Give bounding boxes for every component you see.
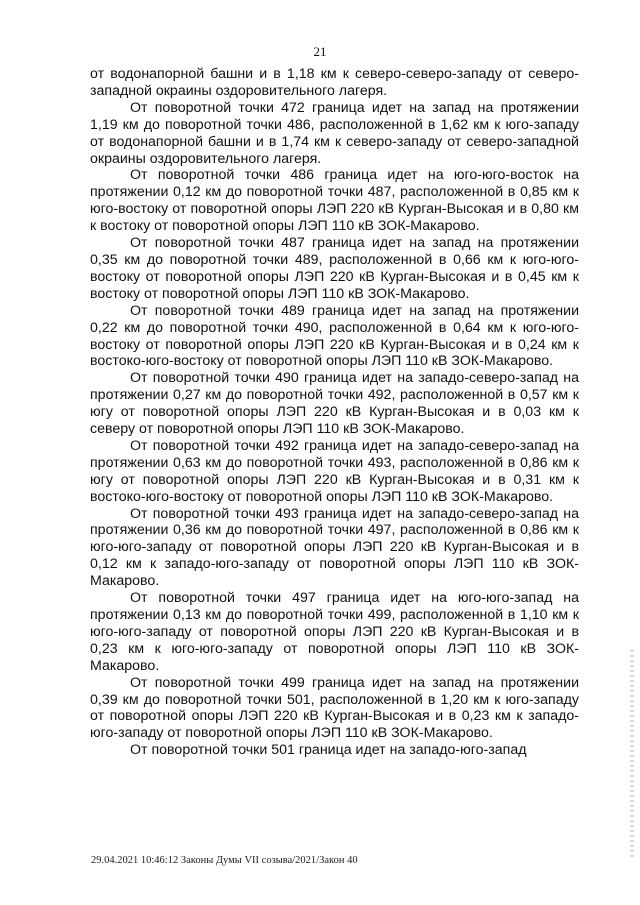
paragraph: от водонапорной башни и в 1,18 км к северо-северо-западу от северо-западной окраины оздоровительного лагеря. [90,66,579,99]
paragraph: От поворотной точки 499 граница идет на запад на протяжении 0,39 км до поворотной точки 501, расположенной в 1,20 км к юго-западу от поворотной опоры ЛЭП 220 кВ Курган-Высокая и в 0,23 км к западо-юго-западу от поворотной опоры ЛЭП 110 кВ ЗОК-Макарово. [90,674,579,742]
document-body [90,66,579,759]
paragraph: От поворотной точки 497 граница идет на юго-юго-запад на протяжении 0,13 км до поворотной точки 499, расположенной в 1,10 км к юго-юго-западу от поворотной опоры ЛЭП 220 кВ Курган-Высокая и в 0,23 км к юго-юго-западу от поворотной опоры ЛЭП 110 кВ ЗОК-Макарово. [90,590,579,674]
document-footer: 29.04.2021 10:46:12 Законы Думы VII созыва/2021/Закон 40 [91,855,358,866]
paragraph: От поворотной точки 490 граница идет на западо-северо-запад на протяжении 0,27 км до поворотной точки 492, расположенной в 0,57 км к югу от поворотной опоры ЛЭП 220 кВ Курган-Высокая и в 0,03 км к северу от поворотной опоры ЛЭП 110 кВ ЗОК-Макарово. [90,370,579,438]
paragraph: От поворотной точки 501 граница идет на западо-юго-запад [130,742,527,759]
paragraph: От поворотной точки 487 граница идет на запад на протяжении 0,35 км до поворотной точки 489, расположенной в 0,66 км к юго-юго-востоку от поворотной опоры ЛЭП 220 кВ Курган-Высокая и в 0,45 км к востоку от поворотной опоры ЛЭП 110 кВ ЗОК-Макарово. [90,235,579,302]
paragraph: От поворотной точки 489 граница идет на запад на протяжении 0,22 км до поворотной точки 490, расположенной в 0,64 км к юго-юго-востоку от поворотной опоры ЛЭП 220 кВ Курган-Высокая и в 0,24 км к востоко-юго-востоку от поворотной опоры ЛЭП 110 кВ ЗОК-Макарово. [90,302,579,370]
page-number: 21 [313,44,327,59]
paragraph: От поворотной точки 486 граница идет на юго-юго-восток на протяжении 0,12 км до поворотной точки 487, расположенной в 0,85 км к юго-востоку от поворотной опоры ЛЭП 220 кВ Курган-Высокая и в 0,80 км к востоку от поворотной опоры ЛЭП 110 кВ ЗОК-Макарово. [90,167,579,235]
margin-stamp-decoration [630,650,634,860]
paragraph: От поворотной точки 493 граница идет на западо-северо-запад на протяжении 0,36 км до поворотной точки 497, расположенной в 0,86 км к юго-юго-западу от поворотной опоры ЛЭП 220 кВ Курган-Высокая и в 0,12 км к западо-юго-западу от поворотной опоры ЛЭП 110 кВ ЗОК-Макарово. [90,505,579,590]
paragraph: От поворотной точки 472 граница идет на запад на протяжении 1,19 км до поворотной точки 486, расположенной в 1,62 км к юго-западу от водонапорной башни и в 1,74 км к северо-западу от северо-западной окраины оздоровительного лагеря. [90,99,579,167]
paragraph: От поворотной точки 492 граница идет на западо-северо-запад на протяжении 0,63 км до поворотной точки 493, расположенной в 0,86 км к югу от поворотной опоры ЛЭП 220 кВ Курган-Высокая и в 0,31 км к востоко-юго-востоку от поворотной опоры ЛЭП 110 кВ ЗОК-Макарово. [90,437,579,505]
